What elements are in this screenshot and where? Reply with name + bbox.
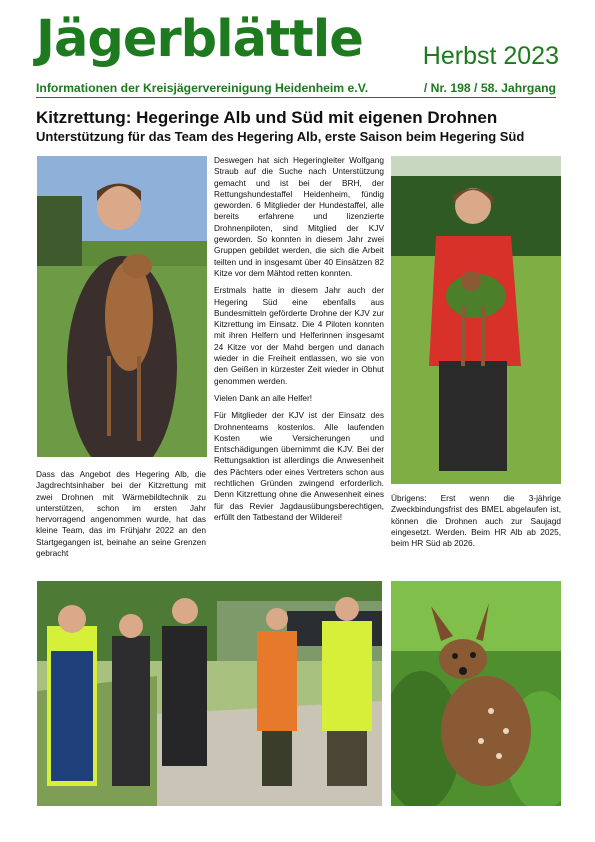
photo-rescuer-holding-fawn [391, 156, 561, 484]
right-caption [391, 493, 561, 555]
photo-fawn-in-grass [391, 581, 561, 806]
middle-paragraph-1: Deswegen hat sich Hegeringleiter Wolfgang Straub auf die Suche nach Unterstützung gemacht und ist bei der BRH, der Rettungshundestaffel Heidenheim, fündig geworden. 6 Mitglieder der Hundestaffel, alle bereits erfahrene und lizenzierte Drohnenpiloten, sind Mitglied der KJV geworden. So konnten in diesem Jahr zwei Gruppen gebildet werden, die sich die Arbeit teilten und in insgesamt über 40 Einsätzen 82 Kitze vor dem Mähtod retten konnten. [214, 155, 384, 278]
photo-woman-holding-fawn [37, 156, 207, 457]
issue-number: / Nr. 198 / 58. Jahrgang [423, 81, 556, 95]
masthead-subline [36, 81, 556, 98]
middle-paragraph-3: Vielen Dank an alle Helfer! [214, 392, 313, 403]
middle-column [214, 155, 384, 529]
right-caption-text: Übrigens: Erst wenn die 3-jährige Zweckbindungsfrist des BMEL abgelaufen ist, können die Drohnen auch zur Saujagd eingesetzt. Werden. Beim HR Alb ab 2025, beim HR Süd ab 2026. [391, 493, 561, 549]
publisher-line: Informationen der Kreisjägervereinigung Heidenheim e.V. [36, 81, 369, 95]
article-subheadline: Unterstützung für das Team des Hegering Alb, erste Saison beim Hegering Süd [36, 129, 525, 144]
article-headline: Kitzrettung: Hegeringe Alb und Süd mit eigenen Drohnen [36, 108, 498, 127]
left-caption-text: Dass das Angebot des Hegering Alb, die Jagdrechtsinhaber bei der Kitzrettung mit zwei Drohnen mit Wärmebildtechnik zu unterstützen, schon im ersten Jahr hervorragend angenommen wurde, hat das kleine Team, das im Frühjahr 2022 an den Startgegangen ist, beinahe an seine Grenzen gebracht [36, 469, 206, 559]
masthead-title: Jägerblättle [36, 10, 363, 69]
photo-drone-team-group [37, 581, 382, 806]
issue-season: Herbst 2023 [422, 42, 559, 70]
middle-paragraph-2: Erstmals hatte in diesem Jahr auch der Hegering Süd eine ebenfalls aus Bundesmitteln geförderte Drohne der KJV zur Kitzrettung im Einsatz. Die 4 Piloten konnten mit ihren Helfern und Helferinnen insgesamt 24 Kitze vor der Mahd bergen und danach wieder in die Freiheit entlassen, wo sie von den Geißen in kürzester Zeit wieder in Obhut genommen werden. [214, 285, 384, 386]
middle-paragraph-4: Für Mitglieder der KJV ist der Einsatz des Drohnenteams kostenlos. Alle laufenden Kosten wie Versicherungen und Entschädigungen übernimmt die KJV. Bei der Rettungsaktion ist allerdings die Anwesenheit des Pächters oder eines Vertreters schon aus rechtlichen Gründen zwingend erforderlich. Denn Kitzrettung ohne die Anwesenheit eines für das Revier Jagdausübungsberechtigen, erfüllt den Tatbestand der Wilderei! [214, 410, 384, 522]
left-caption [36, 469, 206, 565]
